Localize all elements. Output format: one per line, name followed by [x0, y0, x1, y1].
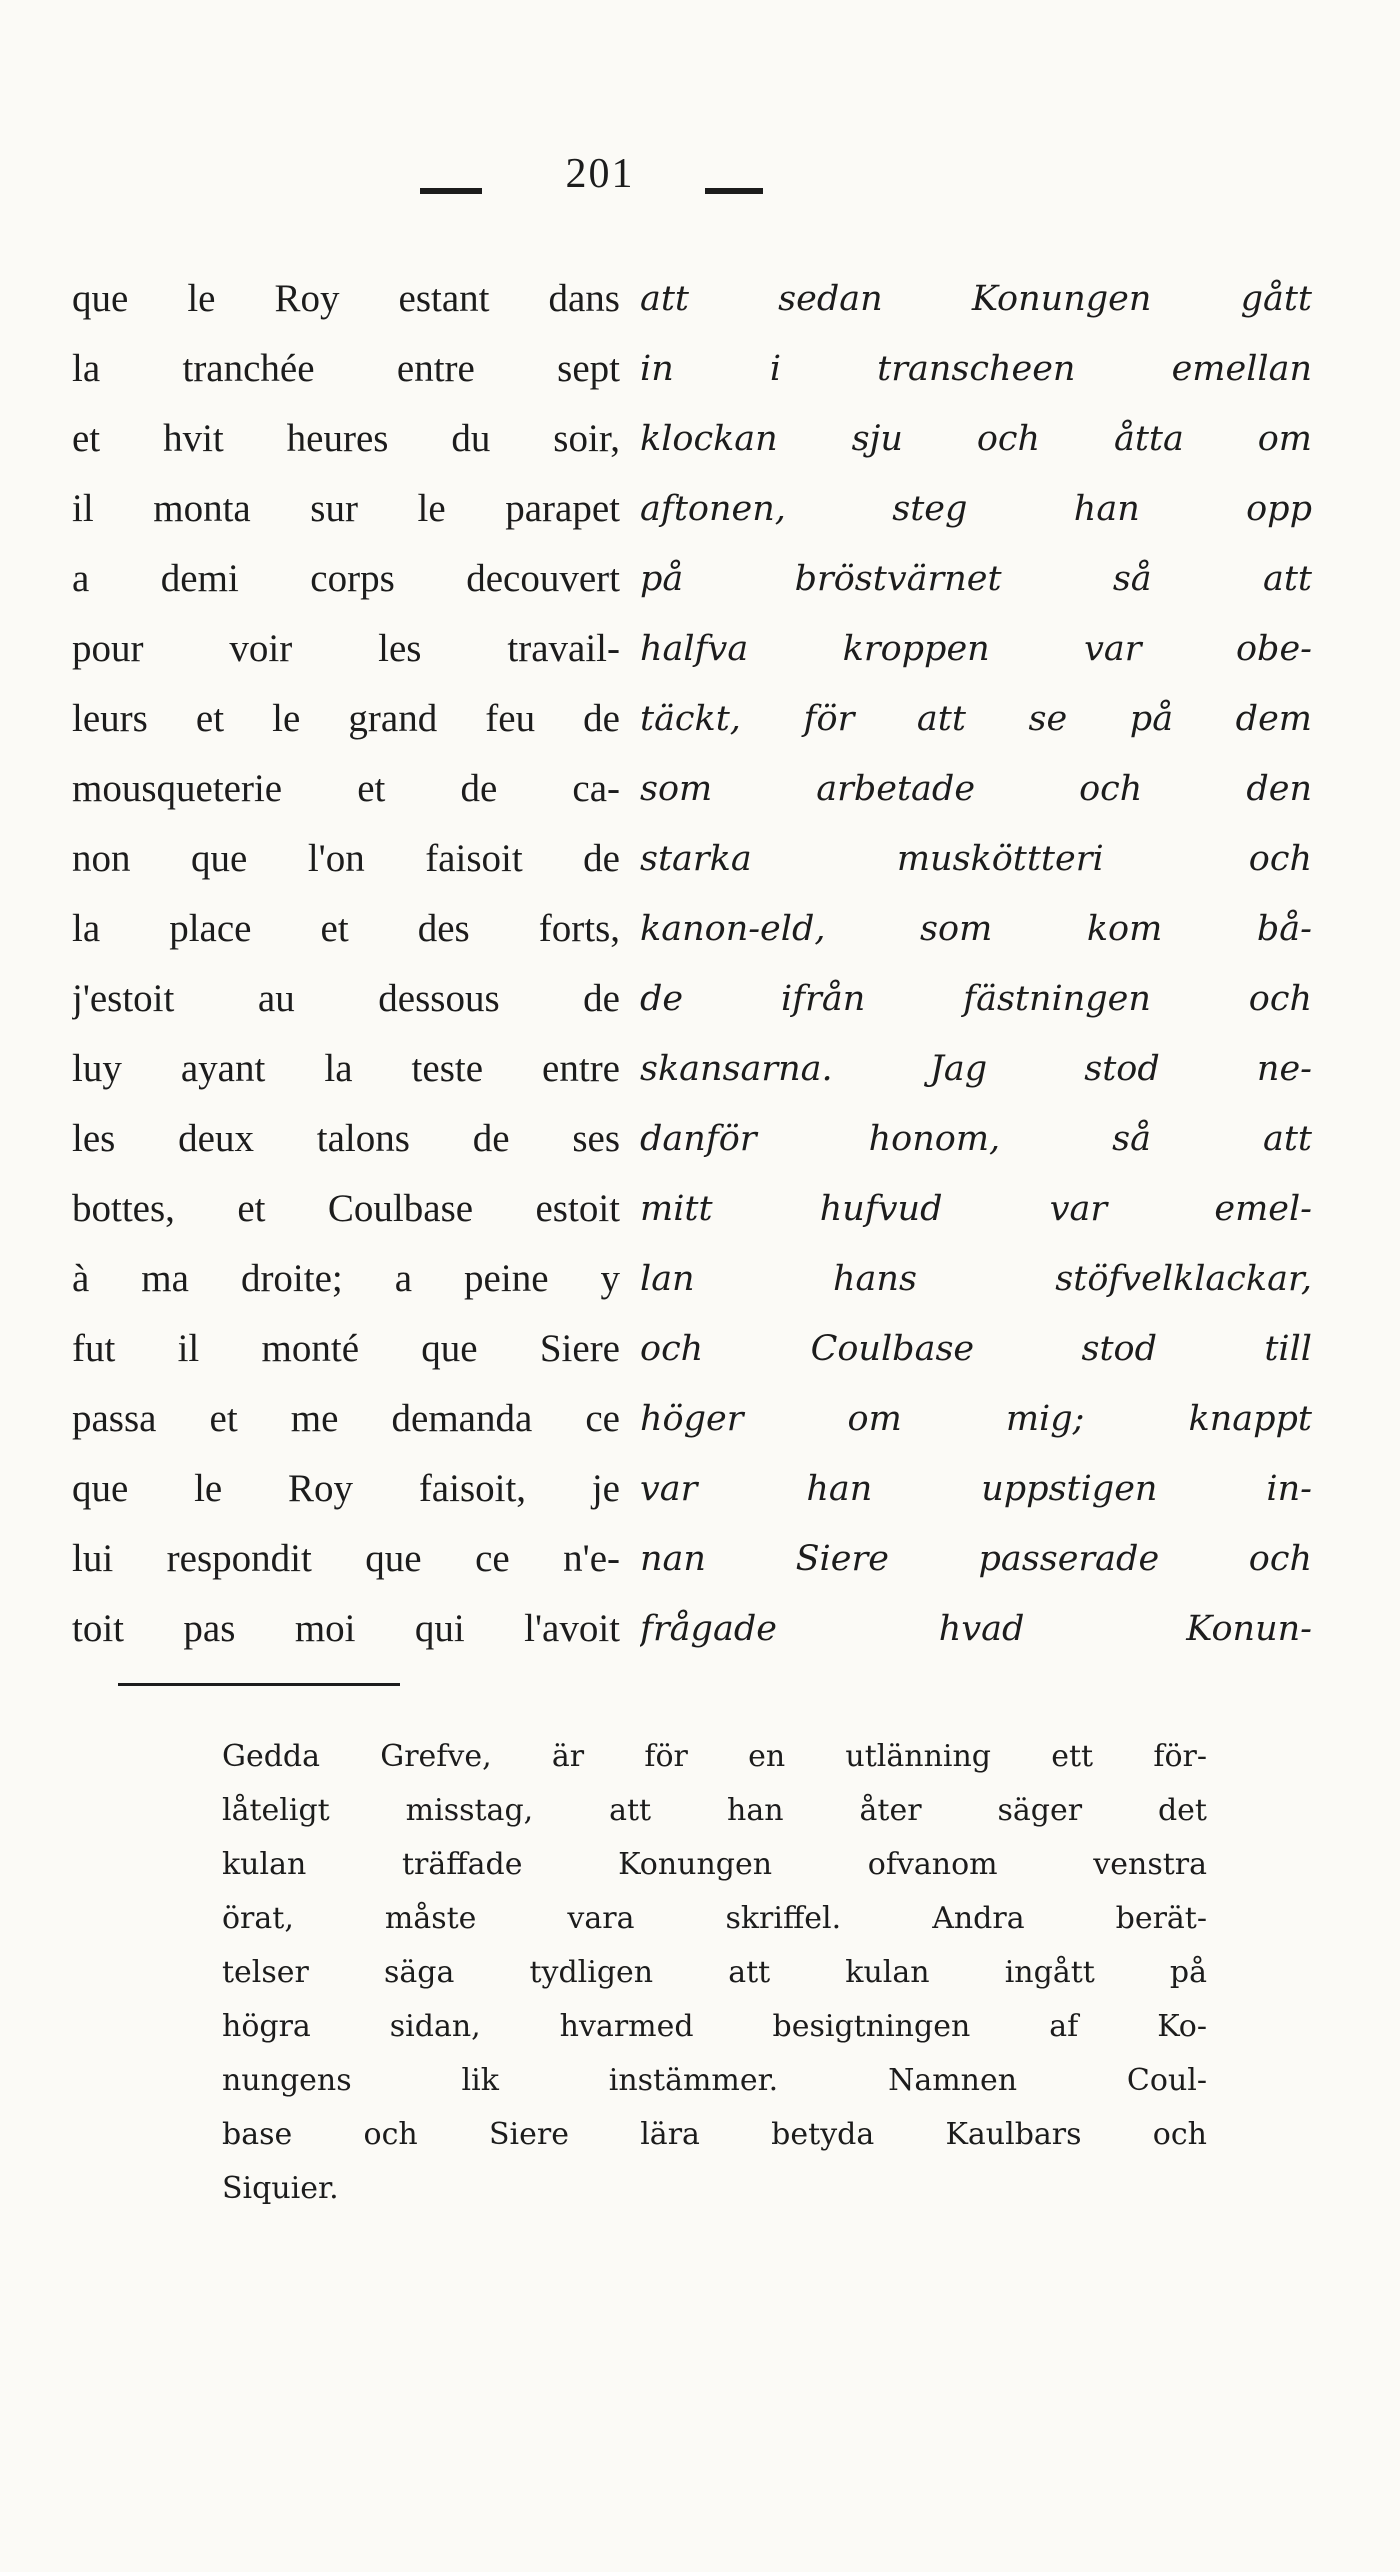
swedish-text-line: täckt, för att se på dem [640, 699, 1312, 739]
swedish-text-line: frågade hvad Konun- [640, 1609, 1312, 1649]
swedish-text-line: starka musköttteri och [640, 839, 1312, 879]
swedish-text-line: skansarna. Jag stod ne- [640, 1049, 1312, 1089]
french-text-line: lui respondit que ce n'e- [72, 1537, 620, 1580]
footnote [222, 1730, 1207, 2216]
swedish-text-line: att sedan Konungen gått [640, 279, 1312, 319]
french-text-line: j'estoit au dessous de [72, 977, 620, 1020]
french-text-line: et hvit heures du soir, [72, 417, 620, 460]
french-text-line: mousqueterie et de ca- [72, 767, 620, 810]
swedish-text-line: in i transcheen emellan [640, 349, 1312, 389]
footnote-line: örat, måste vara skriffel. Andra berät- [222, 1901, 1207, 1936]
header-dash-left [420, 188, 482, 194]
swedish-text-line: danför honom, så att [640, 1119, 1312, 1159]
swedish-text-line: var han uppstigen in- [640, 1469, 1312, 1509]
swedish-text-line: höger om mig; knappt [640, 1399, 1312, 1439]
swedish-text-line: mitt hufvud var emel- [640, 1189, 1312, 1229]
swedish-text-line: nan Siere passerade och [640, 1539, 1312, 1579]
footnote-line: Gedda Grefve, är för en utlänning ett för- [222, 1739, 1207, 1774]
swedish-text-line: de ifrån fästningen och [640, 979, 1312, 1019]
footnote-rule [118, 1683, 400, 1686]
swedish-text-line: kanon-eld, som kom bå- [640, 909, 1312, 949]
french-text-line: à ma droite; a peine y [72, 1257, 620, 1300]
french-text-line: pour voir les travail- [72, 627, 620, 670]
french-column [72, 264, 620, 1664]
swedish-text-line: klockan sju och åtta om [640, 419, 1312, 459]
french-text-line: que le Roy estant dans [72, 277, 620, 320]
footnote-line: base och Siere lära betyda Kaulbars och [222, 2117, 1207, 2152]
footnote-line: Siquier. [222, 2171, 339, 2206]
footnote-line: nungens lik instämmer. Namnen Coul- [222, 2063, 1207, 2098]
french-text-line: il monta sur le parapet [72, 487, 620, 530]
swedish-column [640, 264, 1312, 1664]
page-number: 201 [565, 151, 635, 197]
french-text-line: la place et des forts, [72, 907, 620, 950]
french-text-line: leurs et le grand feu de [72, 697, 620, 740]
footnote-line: kulan träffade Konungen ofvanom venstra [222, 1847, 1207, 1882]
french-text-line: luy ayant la teste entre [72, 1047, 620, 1090]
french-text-line: la tranchée entre sept [72, 347, 620, 390]
swedish-text-line: som arbetade och den [640, 769, 1312, 809]
swedish-text-line: lan hans stöfvelklackar, [640, 1259, 1312, 1299]
french-text-line: non que l'on faisoit de [72, 837, 620, 880]
french-text-line: les deux talons de ses [72, 1117, 620, 1160]
swedish-text-line: aftonen, steg han opp [640, 489, 1312, 529]
page-header [0, 150, 1400, 210]
french-text-line: a demi corps decouvert [72, 557, 620, 600]
french-text-line: passa et me demanda ce [72, 1397, 620, 1440]
header-dash-right [705, 188, 763, 194]
swedish-text-line: på bröstvärnet så att [640, 559, 1312, 599]
swedish-text-line: och Coulbase stod till [640, 1329, 1312, 1369]
french-text-line: que le Roy faisoit, je [72, 1467, 620, 1510]
footnote-line: telser säga tydligen att kulan ingått på [222, 1955, 1207, 1990]
footnote-line: högra sidan, hvarmed besigtningen af Ko- [222, 2009, 1207, 2044]
french-text-line: bottes, et Coulbase estoit [72, 1187, 620, 1230]
swedish-text-line: halfva kroppen var obe- [640, 629, 1312, 669]
french-text-line: fut il monté que Siere [72, 1327, 620, 1370]
footnote-line: låteligt misstag, att han åter säger det [222, 1793, 1207, 1828]
french-text-line: toit pas moi qui l'avoit [72, 1607, 620, 1650]
